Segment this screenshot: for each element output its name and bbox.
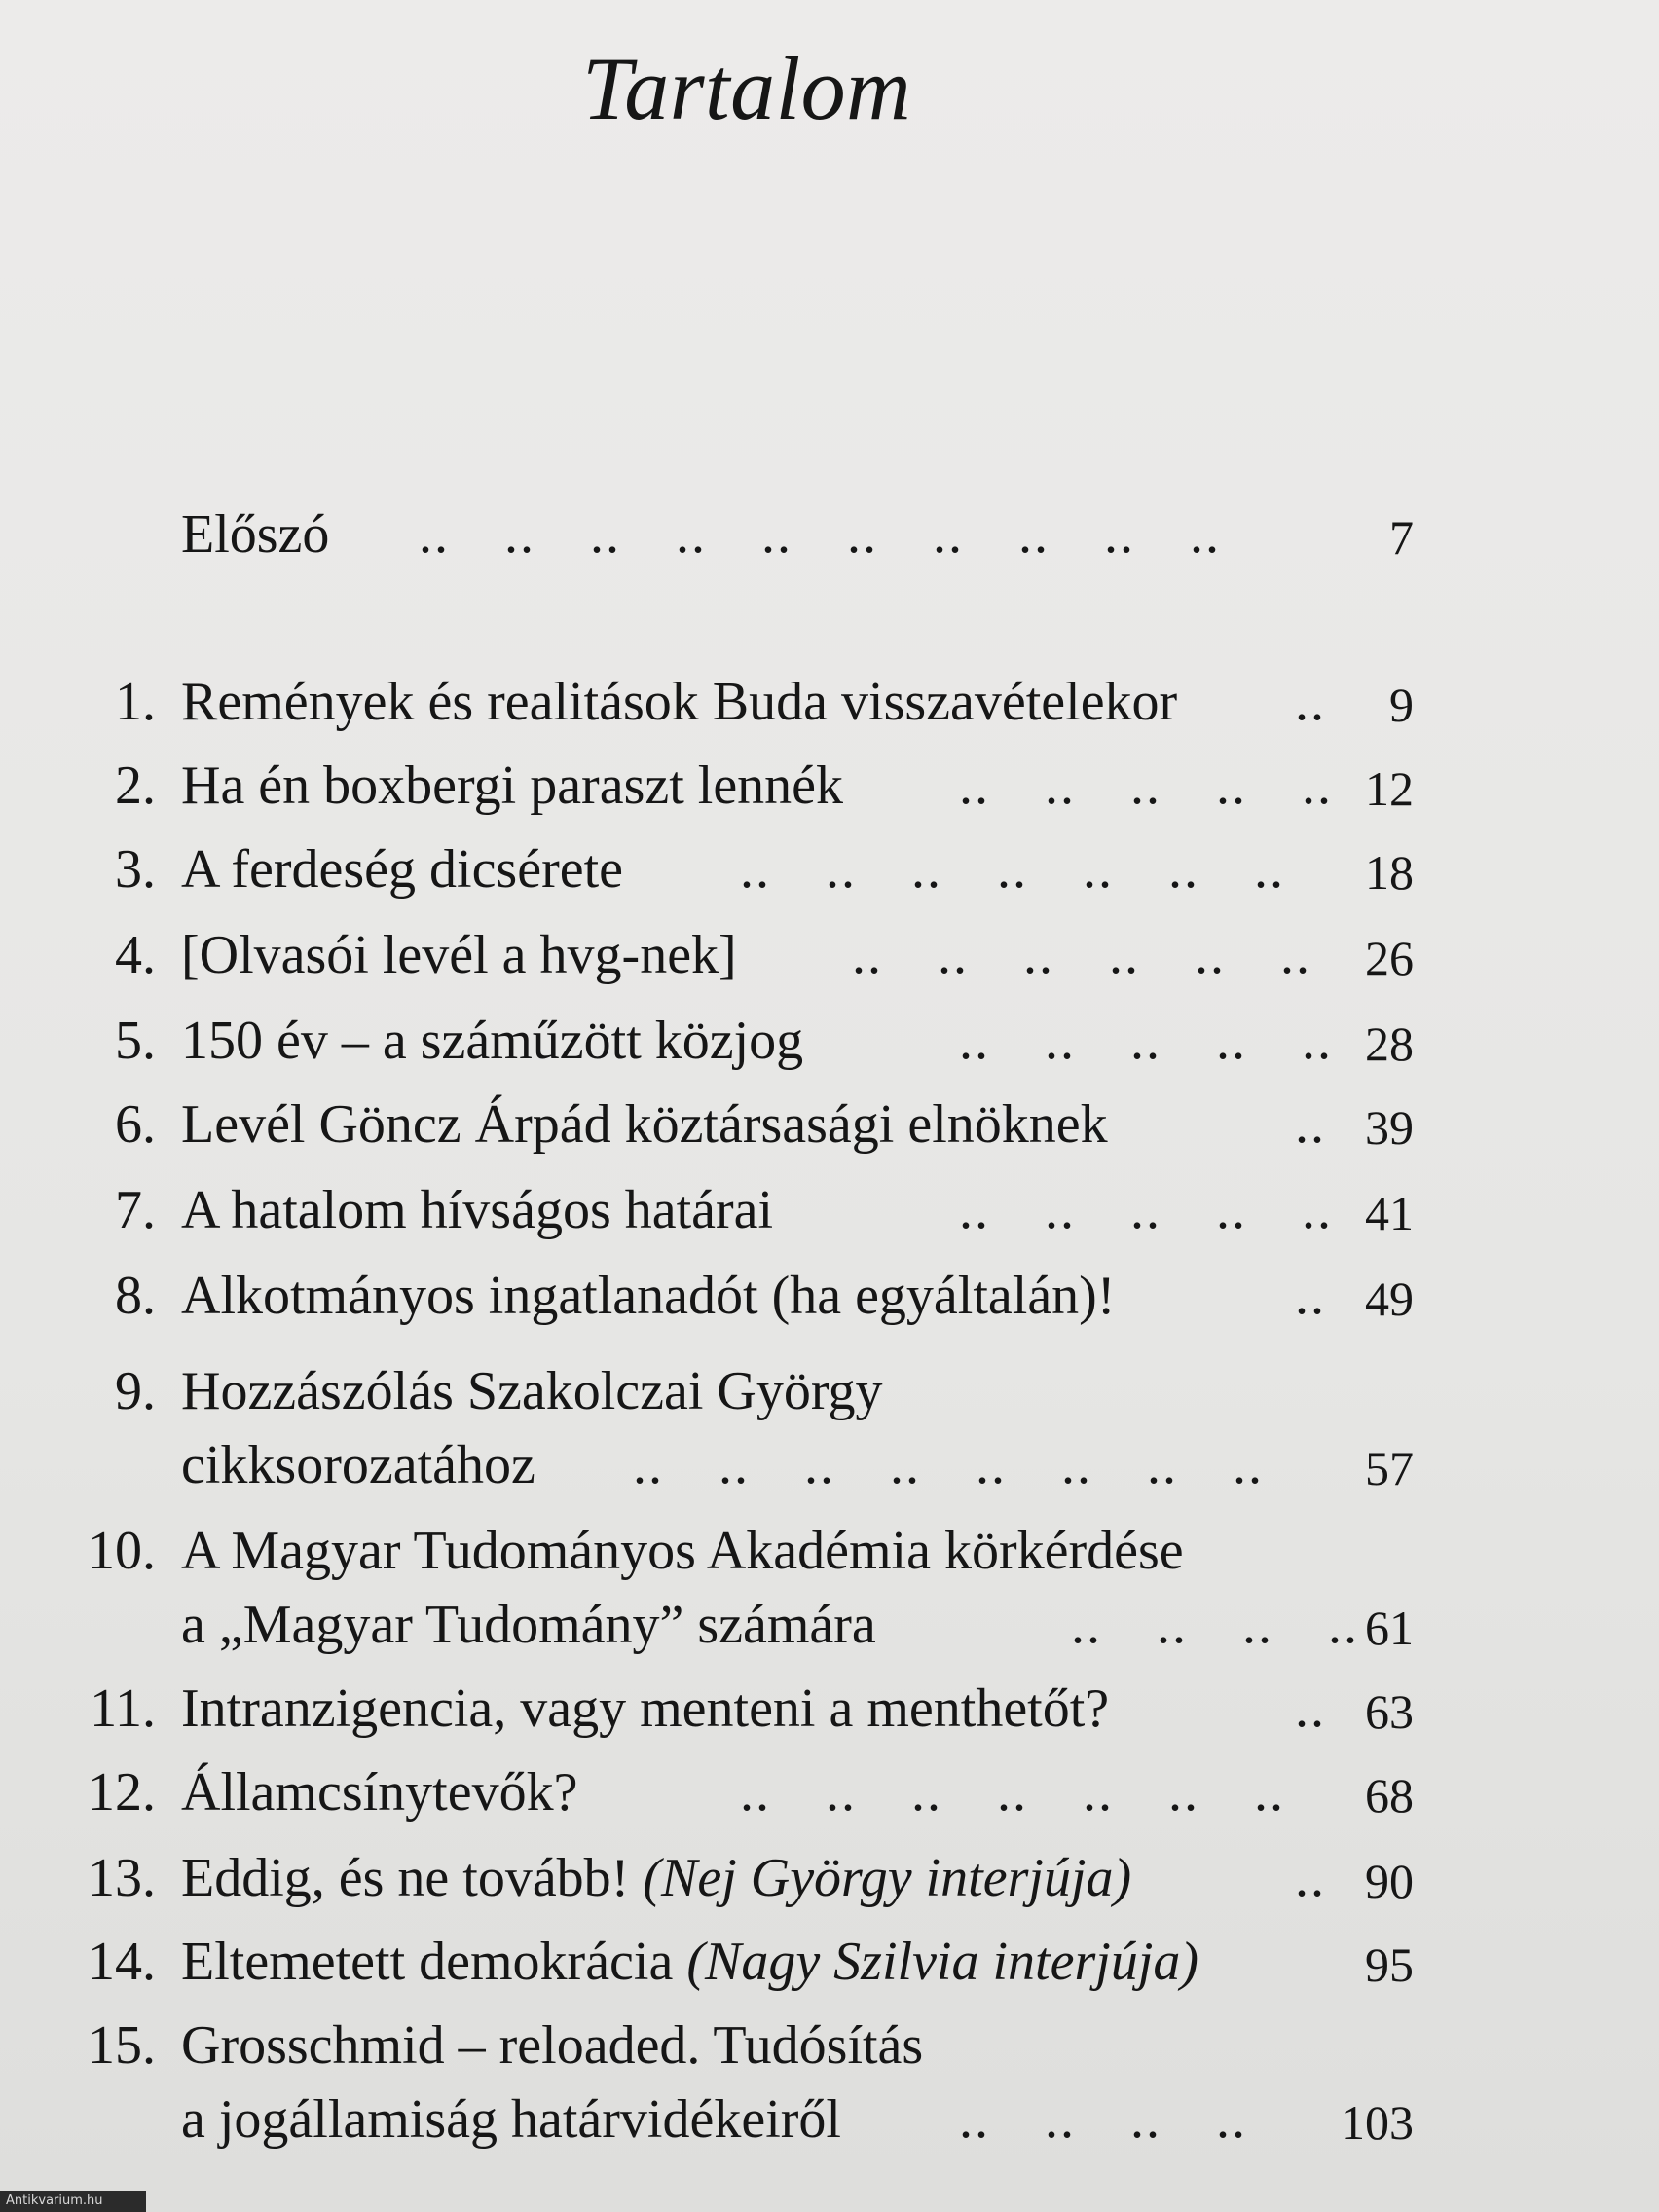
entry-title: Eltemetett demokrácia: [181, 1932, 674, 1992]
dot-leader: .. .. .. .. .. .. .. ..: [633, 1435, 1264, 1495]
entry-page: 57: [1365, 1441, 1414, 1495]
entry-title-wrap: [181, 1918, 1198, 2006]
entry-page: 41: [1365, 1186, 1414, 1240]
toc-entry: [0, 1834, 1659, 1922]
entry-number: 1.: [115, 672, 156, 732]
entry-number: 8.: [115, 1266, 156, 1326]
entry-number: 4.: [115, 925, 156, 985]
entry-title: Államcsínytevők?: [181, 1762, 578, 1823]
entry-page: 39: [1365, 1100, 1414, 1155]
dot-leader: ..: [1295, 1266, 1326, 1326]
entry-page: 26: [1365, 931, 1414, 985]
entry-page: 49: [1365, 1272, 1414, 1326]
toc-entry: [0, 826, 1659, 913]
entry-number: 12.: [88, 1762, 156, 1823]
entry-title: A ferdeség dicsérete: [181, 839, 623, 900]
dot-leader: .. .. .. .. .. .. ..: [740, 1762, 1285, 1823]
entry-title: Ha én boxbergi paraszt lennék: [181, 756, 844, 816]
dot-leader: ..: [1295, 1848, 1326, 1908]
entry-page: 28: [1365, 1016, 1414, 1071]
entry-page: 18: [1365, 845, 1414, 900]
entry-number: 10.: [88, 1521, 156, 1581]
toc-entry: [0, 911, 1659, 999]
entry-number: 14.: [88, 1932, 156, 1992]
entry-number: 11.: [90, 1678, 156, 1739]
entry-page: 7: [1389, 510, 1414, 565]
entry-number: 15.: [88, 2015, 156, 2076]
dot-leader: .. .. .. .. ..: [959, 1011, 1333, 1071]
entry-title: 150 év – a száműzött közjog: [181, 1011, 804, 1071]
entry-number: 7.: [115, 1180, 156, 1240]
entry-number: 13.: [88, 1848, 156, 1908]
entry-title: Grosschmid – reloaded. Tudósítás: [181, 2015, 924, 2076]
entry-number: 9.: [115, 1361, 156, 1421]
entry-title: Hozzászólás Szakolczai György: [181, 1361, 883, 1421]
entry-page: 95: [1365, 1937, 1414, 1992]
entry-subtitle-italic: (Nej György interjúja): [643, 1848, 1132, 1908]
entry-number: 6.: [115, 1094, 156, 1155]
entry-title: A Magyar Tudományos Akadémia körkérdése: [181, 1521, 1184, 1581]
dot-leader: .. .. .. .. .. .. .. .. .. ..: [419, 504, 1221, 565]
toc-entry: [0, 1081, 1659, 1168]
toc-entry: [0, 491, 1659, 578]
toc-entry: [0, 658, 1659, 746]
dot-leader: ..: [1295, 1678, 1326, 1739]
entry-page: 90: [1365, 1854, 1414, 1908]
entry-title: Előszó: [181, 504, 330, 565]
entry-title-wrap: [181, 1834, 1131, 1922]
entry-title: Eddig, és ne tovább!: [181, 1848, 630, 1908]
entry-page: 61: [1365, 1601, 1414, 1655]
toc-entry: [0, 1665, 1659, 1752]
dot-leader: .. .. .. ..: [959, 2089, 1247, 2150]
entry-title: Levél Göncz Árpád köztársasági elnöknek: [181, 1094, 1108, 1155]
entry-page: 63: [1365, 1684, 1414, 1739]
toc-entry: [0, 1252, 1659, 1340]
entry-title: Intranzigencia, vagy menteni a menthetőt?: [181, 1678, 1110, 1739]
entry-page: 9: [1389, 678, 1414, 732]
dot-leader: .. .. .. .. .. .. ..: [740, 839, 1285, 900]
entry-number: 5.: [115, 1011, 156, 1071]
toc-entry: [0, 1166, 1659, 1254]
page-title: Tartalom: [582, 39, 912, 138]
toc-entry: [0, 742, 1659, 830]
dot-leader: .. .. .. .. ..: [959, 756, 1333, 816]
dot-leader: ..: [1295, 1094, 1326, 1155]
entry-title: A hatalom hívságos határai: [181, 1180, 774, 1240]
entry-title: [Olvasói levél a hvg-nek]: [181, 925, 737, 985]
entry-subtitle-italic: (Nagy Szilvia interjúja): [686, 1932, 1199, 1992]
entry-number: 3.: [115, 839, 156, 900]
entry-title-line2: a „Magyar Tudomány” számára: [181, 1595, 876, 1655]
entry-title: Remények és realitások Buda visszavételekor: [181, 672, 1178, 732]
entry-page: 103: [1341, 2095, 1414, 2150]
dot-leader: .. .. .. .. .. ..: [852, 925, 1311, 985]
watermark-label: Antikvarium.hu: [0, 2191, 146, 2212]
toc-entry: [0, 1918, 1659, 2006]
dot-leader: .. .. .. .. ..: [959, 1180, 1333, 1240]
entry-number: 2.: [115, 756, 156, 816]
entry-title-line2: a jogállamiság határvidékeiről: [181, 2089, 841, 2150]
toc-entry-continuation: [0, 1421, 1659, 1509]
toc-entry-continuation: [0, 2076, 1659, 2163]
entry-title: Alkotmányos ingatlanadót (ha egyáltalán)!: [181, 1266, 1116, 1326]
dot-leader: ..: [1295, 672, 1326, 732]
toc-entry: [0, 1749, 1659, 1836]
entry-title-line2: cikksorozatához: [181, 1435, 535, 1495]
dot-leader: .. .. .. ..: [1071, 1595, 1359, 1655]
toc-entry: [0, 997, 1659, 1085]
entry-page: 68: [1365, 1768, 1414, 1823]
toc-entry-continuation: [0, 1581, 1659, 1669]
entry-page: 12: [1365, 761, 1414, 816]
